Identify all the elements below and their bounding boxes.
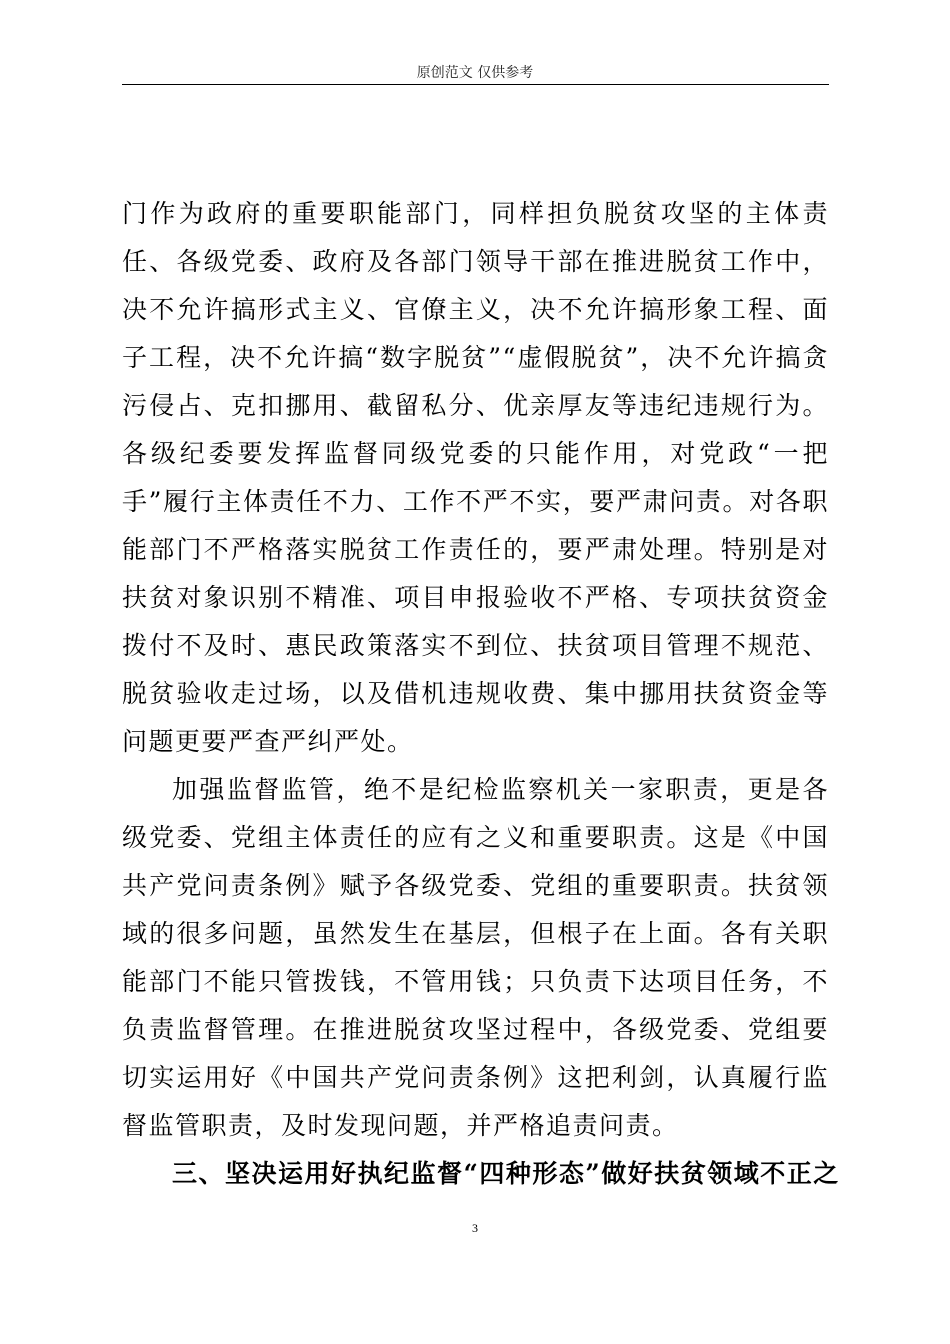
page-number: 3 <box>472 1221 478 1235</box>
header-divider <box>122 84 829 85</box>
body-paragraph: 加强监督监管，绝不是纪检监察机关一家职责，更是各级党委、党组主体责任的应有之义和重要职责。这是《中国共产党问责条例》赋予各级党委、党组的重要职责。扶贫领域的很多问题，虽然发生在基层，但根子在上面。各有关职能部门不能只管拨钱，不管用钱；只负责下达项目任务，不负责监督管理。在推进脱贫攻坚过程中，各级党委、党组要切实运用好《中国共产党问责条例》这把利剑，认真履行监督监管职责，及时发现问题，并严格追责问责。 <box>122 775 829 1140</box>
page-header: 原创范文 仅供参考 <box>416 65 534 81</box>
document-body <box>122 190 840 1198</box>
body-paragraph-continued: 门作为政府的重要职能部门，同样担负脱贫攻坚的主体责任、各级党委、政府及各部门领导干部在推进脱贫工作中，决不允许搞形式主义、官僚主义，决不允许搞形象工程、面子工程，决不允许搞“数字脱贫”“虚假脱贫”，决不允许搞贪污侵占、克扣挪用、截留私分、优亲厚友等违纪违规行为。各级纪委要发挥监督同级党委的只能作用，对党政“一把手”履行主体责任不力、工作不严不实，要严肃问责。对各职能部门不严格落实脱贫工作责任的，要严肃处理。特别是对扶贫对象识别不精准、项目申报验收不严格、专项扶贫资金拨付不及时、惠民政策落实不到位、扶贫项目管理不规范、脱贫验收走过场，以及借机违规收费、集中挪用扶贫资金等问题更要严查严纠严处。 <box>122 199 829 756</box>
section-heading: 三、坚决运用好执纪监督“四种形态”做好扶贫领域不正之 <box>172 1159 840 1188</box>
